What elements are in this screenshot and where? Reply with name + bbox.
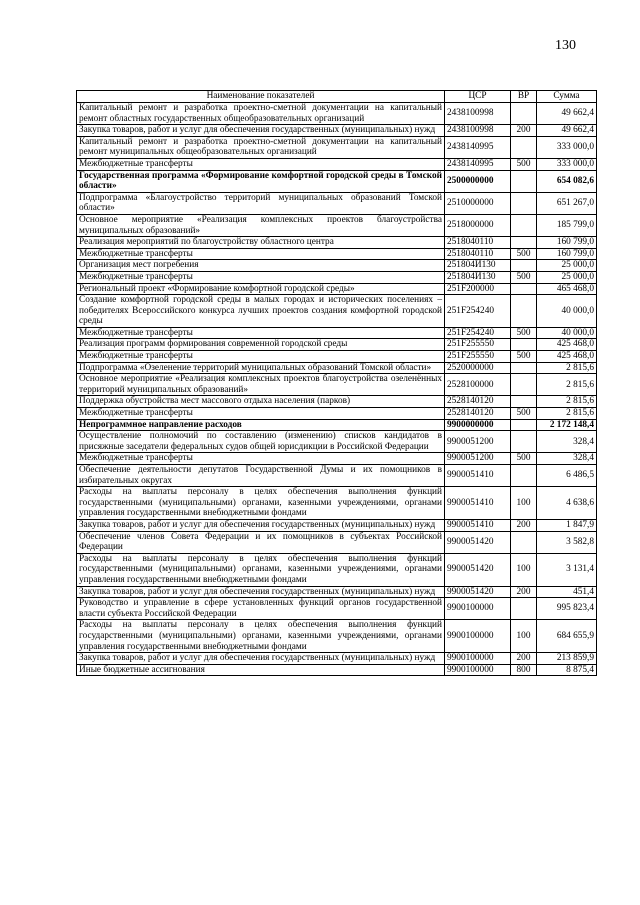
row-sum: 3 131,4 (537, 553, 597, 586)
header-name: Наименование показателей (77, 91, 445, 103)
row-vr (511, 431, 537, 453)
row-sum: 684 655,9 (537, 620, 597, 653)
row-vr (511, 396, 537, 408)
row-sum: 465 468,0 (537, 283, 597, 295)
row-name: Межбюджетные трансферты (77, 453, 445, 465)
table-row (77, 283, 597, 295)
row-vr (511, 103, 537, 125)
row-sum: 213 859,9 (537, 653, 597, 665)
table-row (77, 374, 597, 396)
table-row (77, 158, 597, 170)
table-row (77, 214, 597, 236)
row-csr: 9900051410 (445, 519, 511, 531)
row-vr (511, 362, 537, 374)
table-row (77, 295, 597, 328)
row-vr: 500 (511, 271, 537, 283)
row-name: Межбюджетные трансферты (77, 351, 445, 363)
row-sum: 2 815,6 (537, 362, 597, 374)
row-csr: 9900051200 (445, 453, 511, 465)
row-csr: 251804И130 (445, 271, 511, 283)
row-vr (511, 260, 537, 272)
row-sum: 3 582,8 (537, 531, 597, 553)
header-vr: ВР (511, 91, 537, 103)
row-name: Капитальный ремонт и разработка проектно-сметной документации на капитальный ремонт областных государственных общеобразовательных организаций (77, 103, 445, 125)
row-sum: 4 638,6 (537, 487, 597, 520)
table-row (77, 598, 597, 620)
row-csr: 9900051420 (445, 586, 511, 598)
row-csr: 2528140120 (445, 396, 511, 408)
row-name: Межбюджетные трансферты (77, 248, 445, 260)
table-row (77, 192, 597, 214)
row-csr: 9900051420 (445, 553, 511, 586)
row-sum: 185 799,0 (537, 214, 597, 236)
row-csr: 9900100000 (445, 653, 511, 665)
row-csr: 2520000000 (445, 362, 511, 374)
row-vr: 800 (511, 664, 537, 676)
row-vr: 200 (511, 519, 537, 531)
row-name: Закупка товаров, работ и услуг для обеспечения государственных (муниципальных) нужд (77, 519, 445, 531)
table-row (77, 553, 597, 586)
row-vr (511, 192, 537, 214)
table-row (77, 531, 597, 553)
row-sum: 1 847,9 (537, 519, 597, 531)
row-vr (511, 531, 537, 553)
row-name: Руководство и управление в сфере установленных функций органов государственной власти субъекта Российской Федерации (77, 598, 445, 620)
row-sum: 25 000,0 (537, 260, 597, 272)
row-csr: 251804И130 (445, 260, 511, 272)
row-sum: 49 662,4 (537, 103, 597, 125)
row-vr: 100 (511, 620, 537, 653)
row-sum: 40 000,0 (537, 295, 597, 328)
row-sum: 451,4 (537, 586, 597, 598)
row-sum: 25 000,0 (537, 271, 597, 283)
table-row (77, 260, 597, 272)
row-sum: 160 799,0 (537, 237, 597, 249)
table-row (77, 653, 597, 665)
table-row (77, 431, 597, 453)
row-csr: 9900051200 (445, 431, 511, 453)
row-csr: 2438140995 (445, 136, 511, 158)
row-csr: 251F255550 (445, 351, 511, 363)
table-row (77, 271, 597, 283)
table-row (77, 125, 597, 137)
row-csr: 9900100000 (445, 664, 511, 676)
row-csr: 251F254240 (445, 295, 511, 328)
row-vr (511, 419, 537, 431)
row-name: Расходы на выплаты персоналу в целях обеспечения выполнения функций государственными (муниципальными) органами, казенными учреждениями, органами управления государственными внебюджетными фондами (77, 487, 445, 520)
row-csr: 2438100998 (445, 103, 511, 125)
row-sum: 333 000,0 (537, 136, 597, 158)
table-row (77, 170, 597, 192)
row-sum: 333 000,0 (537, 158, 597, 170)
row-name: Подпрограмма «Озеленение территорий муниципальных образований Томской области» (77, 362, 445, 374)
row-name: Организация мест погребения (77, 260, 445, 272)
row-name: Расходы на выплаты персоналу в целях обеспечения выполнения функций государственными (муниципальными) органами, казенными учреждениями, органами управления государственными внебюджетными фондами (77, 620, 445, 653)
row-vr (511, 170, 537, 192)
table-row (77, 351, 597, 363)
row-vr (511, 339, 537, 351)
row-name: Создание комфортной городской среды в малых городах и исторических поселениях – победителях Всероссийского конкурса лучших проектов создания комфортной городской среды (77, 295, 445, 328)
row-csr: 2510000000 (445, 192, 511, 214)
row-sum: 2 172 148,4 (537, 419, 597, 431)
row-sum: 49 662,4 (537, 125, 597, 137)
table-row (77, 419, 597, 431)
row-sum: 425 468,0 (537, 339, 597, 351)
table-row (77, 465, 597, 487)
table-row (77, 620, 597, 653)
page-number: 130 (555, 38, 576, 53)
row-name: Поддержка обустройства мест массового отдыха населения (парков) (77, 396, 445, 408)
table-header-row (77, 91, 597, 103)
row-name: Региональный проект «Формирование комфортной городской среды» (77, 283, 445, 295)
budget-table (76, 90, 597, 676)
row-name: Иные бюджетные ассигнования (77, 664, 445, 676)
row-csr: 9900051420 (445, 531, 511, 553)
row-sum: 6 486,5 (537, 465, 597, 487)
row-name: Основное мероприятие «Реализация комплексных проектов благоустройства муниципальных образований» (77, 214, 445, 236)
row-sum: 651 267,0 (537, 192, 597, 214)
row-vr (511, 237, 537, 249)
row-vr (511, 598, 537, 620)
row-vr (511, 295, 537, 328)
row-name: Осуществление полномочий по составлению (изменению) списков кандидатов в присяжные заседатели федеральных судов общей юрисдикции в Российской Федерации (77, 431, 445, 453)
row-sum: 328,4 (537, 453, 597, 465)
row-sum: 2 815,6 (537, 408, 597, 420)
row-csr: 9900000000 (445, 419, 511, 431)
row-name: Государственная программа «Формирование комфортной городской среды в Томской области» (77, 170, 445, 192)
row-csr: 2518000000 (445, 214, 511, 236)
row-name: Подпрограмма «Благоустройство территорий муниципальных образований Томской области» (77, 192, 445, 214)
table-row (77, 327, 597, 339)
row-vr: 200 (511, 586, 537, 598)
row-sum: 995 823,4 (537, 598, 597, 620)
row-csr: 251F200000 (445, 283, 511, 295)
row-csr: 251F255550 (445, 339, 511, 351)
table-row (77, 103, 597, 125)
header-sum: Сумма (537, 91, 597, 103)
row-vr: 200 (511, 653, 537, 665)
table-row (77, 519, 597, 531)
table-row (77, 487, 597, 520)
row-vr: 200 (511, 125, 537, 137)
row-name: Межбюджетные трансферты (77, 158, 445, 170)
row-sum: 654 082,6 (537, 170, 597, 192)
row-vr (511, 136, 537, 158)
row-csr: 2438100998 (445, 125, 511, 137)
row-name: Обеспечение деятельности депутатов Государственной Думы и их помощников в избирательных округах (77, 465, 445, 487)
row-name: Реализация мероприятий по благоустройству областного центра (77, 237, 445, 249)
row-csr: 2438140995 (445, 158, 511, 170)
row-csr: 9900100000 (445, 620, 511, 653)
row-csr: 2518040110 (445, 248, 511, 260)
row-vr: 500 (511, 327, 537, 339)
table-row (77, 586, 597, 598)
header-csr: ЦСР (445, 91, 511, 103)
table-row (77, 453, 597, 465)
row-vr: 500 (511, 248, 537, 260)
row-vr: 500 (511, 453, 537, 465)
row-csr: 9900051410 (445, 465, 511, 487)
row-name: Закупка товаров, работ и услуг для обеспечения государственных (муниципальных) нужд (77, 125, 445, 137)
row-vr (511, 214, 537, 236)
row-vr: 100 (511, 553, 537, 586)
row-sum: 2 815,6 (537, 396, 597, 408)
row-csr: 9900051410 (445, 487, 511, 520)
row-sum: 40 000,0 (537, 327, 597, 339)
row-name: Основное мероприятие «Реализация комплексных проектов благоустройства озеленённых территорий муниципальных образований» (77, 374, 445, 396)
table-row (77, 396, 597, 408)
table-row (77, 408, 597, 420)
row-name: Капитальный ремонт и разработка проектно-сметной документации на капитальный ремонт муниципальных общеобразовательных организаций (77, 136, 445, 158)
row-sum: 2 815,6 (537, 374, 597, 396)
row-vr: 500 (511, 158, 537, 170)
row-vr (511, 283, 537, 295)
table-row (77, 136, 597, 158)
row-vr: 100 (511, 487, 537, 520)
table-row (77, 237, 597, 249)
row-csr: 2518040110 (445, 237, 511, 249)
row-csr: 2528140120 (445, 408, 511, 420)
row-name: Непрограммное направление расходов (77, 419, 445, 431)
row-csr: 2528100000 (445, 374, 511, 396)
table-row (77, 362, 597, 374)
row-vr (511, 465, 537, 487)
row-vr: 500 (511, 351, 537, 363)
row-csr: 9900100000 (445, 598, 511, 620)
row-csr: 251F254240 (445, 327, 511, 339)
row-vr (511, 374, 537, 396)
row-name: Реализация программ формирования современной городской среды (77, 339, 445, 351)
row-vr: 500 (511, 408, 537, 420)
row-csr: 2500000000 (445, 170, 511, 192)
row-name: Межбюджетные трансферты (77, 408, 445, 420)
row-name: Обеспечение членов Совета Федерации и их помощников в субъектах Российской Федерации (77, 531, 445, 553)
row-sum: 425 468,0 (537, 351, 597, 363)
row-name: Закупка товаров, работ и услуг для обеспечения государственных (муниципальных) нужд (77, 586, 445, 598)
table-row (77, 664, 597, 676)
table-row (77, 248, 597, 260)
row-name: Закупка товаров, работ и услуг для обеспечения государственных (муниципальных) нужд (77, 653, 445, 665)
row-sum: 160 799,0 (537, 248, 597, 260)
table-row (77, 339, 597, 351)
row-name: Межбюджетные трансферты (77, 271, 445, 283)
row-sum: 8 875,4 (537, 664, 597, 676)
row-name: Межбюджетные трансферты (77, 327, 445, 339)
row-name: Расходы на выплаты персоналу в целях обеспечения выполнения функций государственными (муниципальными) органами, казенными учреждениями, органами управления государственными внебюджетными фондами (77, 553, 445, 586)
row-sum: 328,4 (537, 431, 597, 453)
